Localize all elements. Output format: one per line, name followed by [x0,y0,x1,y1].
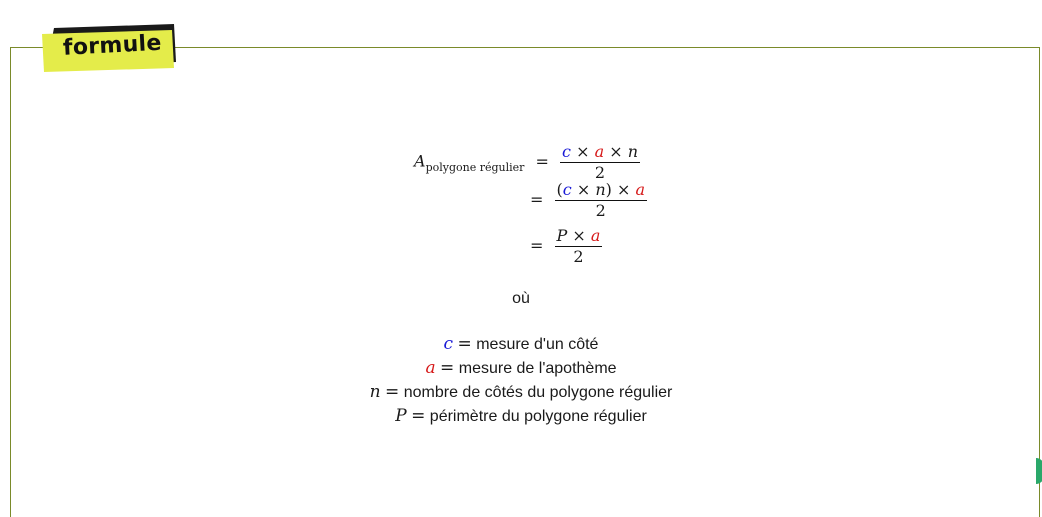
denominator: 2 [594,163,606,182]
def-symbol: a [425,358,436,378]
def-symbol: n [369,382,381,402]
def-symbol: c [443,334,454,354]
var-c: c [562,180,572,199]
times-sign: × [616,180,631,199]
def-text: mesure de l'apothème [458,360,617,377]
definition-c [0,332,1042,357]
var-a: a [590,226,601,245]
definition-a [0,356,1042,381]
times-sign: × [576,142,590,161]
fraction-1 [560,142,640,182]
area-subscript: polygone régulier [425,160,525,174]
def-text: mesure d'un côté [476,336,599,353]
denominator: 2 [573,247,584,266]
def-equals: = [457,334,472,354]
definition-P [0,404,1042,429]
fraction-2 [555,180,648,220]
equals-sign: = [530,189,544,209]
formula-line-2 [524,180,647,220]
side-tab-icon[interactable] [1036,458,1042,484]
var-P: P [556,226,568,245]
def-equals: = [385,382,400,402]
area-symbol: A [414,151,426,171]
formula-line-3 [524,226,602,266]
var-n: n [595,180,606,199]
where-text: où [512,290,530,307]
definition-n [0,380,1042,405]
equals-sign: = [535,151,549,171]
fraction-3 [555,226,603,266]
def-equals: = [411,406,426,426]
var-c: c [562,142,571,161]
formula-line-1 [414,142,640,182]
var-a: a [594,142,605,161]
def-text: périmètre du polygone régulier [429,408,647,425]
formula-tag-label: formule [62,30,163,61]
equals-sign: = [530,235,544,255]
formula-card [10,47,1040,517]
times-sign: × [576,180,591,199]
paren-close: ) [605,180,612,199]
var-n: n [627,142,639,161]
def-symbol: P [395,406,407,426]
denominator: 2 [595,201,606,220]
times-sign: × [609,142,623,161]
def-equals: = [440,358,455,378]
var-a: a [635,180,646,199]
paren-open: ( [556,180,563,199]
def-text: nombre de côtés du polygone régulier [403,384,673,401]
times-sign: × [572,226,586,245]
